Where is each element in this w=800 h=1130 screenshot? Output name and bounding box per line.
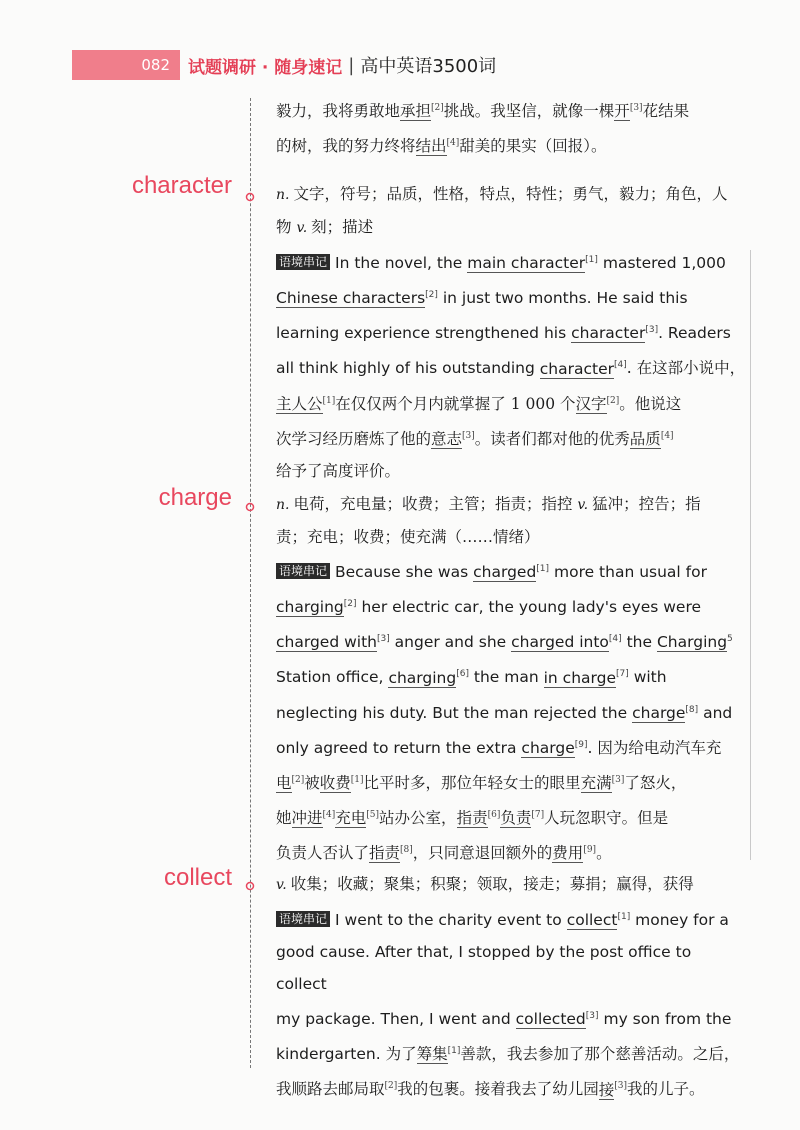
headword-collect: collect bbox=[163, 864, 232, 891]
example-line: 语境串记 I went to the charity event to collect[1] money for a bbox=[276, 901, 746, 936]
example-line: 语境串记 Because she was charged[1] more than usual for bbox=[276, 553, 746, 588]
page-number: 082 bbox=[72, 50, 180, 80]
entry-collect bbox=[276, 868, 746, 1106]
translation-line: 次学习经历磨炼了他的意志[3]。读者们都对他的优秀品质[4] bbox=[276, 429, 674, 448]
entry-marker-icon bbox=[244, 191, 256, 203]
example-line: only agreed to return the extra charge[9]. 因为给电动汽车充 bbox=[276, 738, 722, 757]
headword-charge: charge bbox=[158, 484, 232, 511]
context-tag: 语境串记 bbox=[276, 563, 330, 579]
definition-line: n. 文字，符号；品质，性格，特点，特性；勇气，毅力；角色，人 bbox=[276, 185, 728, 203]
continued-text bbox=[276, 92, 746, 162]
entry-character bbox=[276, 178, 746, 487]
translation-line: 电[2]被收费[1]比平时多，那位年轻女士的眼里充满[3]了怒火， bbox=[276, 774, 687, 793]
header-separator: | bbox=[348, 54, 355, 76]
example-line: my package. Then, I went and collected[3] my son from the bbox=[276, 1010, 732, 1029]
example-line: all think highly of his outstanding character[4]. 在这部小说中， bbox=[276, 359, 746, 378]
example-line: 语境串记 In the novel, the main character[1] mastered 1,000 bbox=[276, 244, 746, 279]
entry-charge bbox=[276, 488, 746, 869]
dashed-margin-line bbox=[250, 98, 251, 1068]
translation-line: 她冲进[4]充电[5]站办公室，指责[6]负责[7]人玩忽职守。但是 bbox=[276, 809, 669, 828]
definition-line: n. 电荷，充电量；收费；主管；指责；指控 v. 猛冲；控告；指 bbox=[276, 495, 701, 513]
headword-character: character bbox=[131, 172, 232, 199]
example-line: good cause. After that, I stopped by the post office to collect bbox=[276, 943, 692, 994]
example-line: charging[2] her electric car, the young lady's eyes were bbox=[276, 598, 702, 617]
translation-line: 给予了高度评价。 bbox=[276, 461, 401, 480]
example-line: neglecting his duty. But the man rejected the charge[8] and bbox=[276, 703, 733, 722]
page-header bbox=[72, 50, 496, 80]
translation-line: 主人公[1]在仅仅两个月内就掌握了 1 000 个汉字[2]。他说这 bbox=[276, 394, 682, 413]
entry-marker-icon bbox=[244, 501, 256, 513]
example-line: kindergarten. 为了筹集[1]善款，我去参加了那个慈善活动。之后， bbox=[276, 1045, 740, 1064]
book-title: 高中英语3500词 bbox=[360, 56, 497, 77]
translation-line: 我顺路去邮局取[2]我的包裹。接着我去了幼儿园接[3]我的儿子。 bbox=[276, 1080, 705, 1099]
context-tag: 语境串记 bbox=[276, 911, 330, 927]
definition-line: 物 v. 刻；描述 bbox=[276, 218, 374, 236]
series-title: 试题调研 · 随身速记 bbox=[188, 57, 343, 78]
example-line: Chinese characters[2] in just two months. He said this bbox=[276, 289, 688, 308]
example-line: Station office, charging[6] the man in charge[7] with bbox=[276, 668, 667, 687]
definition-line: v. 收集；收藏；聚集；积聚；领取，接走；募捐；赢得，获得 bbox=[276, 875, 694, 893]
text-line: 毅力，我将勇敢地承担[2]挑战。我坚信，就像一棵开[3]花结果 bbox=[276, 102, 690, 121]
context-tag: 语境串记 bbox=[276, 254, 330, 270]
right-margin-line bbox=[750, 250, 751, 860]
example-line: learning experience strengthened his character[3]. Readers bbox=[276, 324, 731, 343]
translation-line: 负责人否认了指责[8]，只同意退回额外的费用[9]。 bbox=[276, 844, 612, 863]
definition-line: 责；充电；收费；使充满（……情绪） bbox=[276, 528, 540, 546]
text-line: 的树，我的努力终将结出[4]甜美的果实（回报）。 bbox=[276, 137, 607, 156]
example-line: charged with[3] anger and she charged into[4] the Charging$^5$ bbox=[276, 633, 733, 652]
entry-marker-icon bbox=[244, 880, 256, 892]
